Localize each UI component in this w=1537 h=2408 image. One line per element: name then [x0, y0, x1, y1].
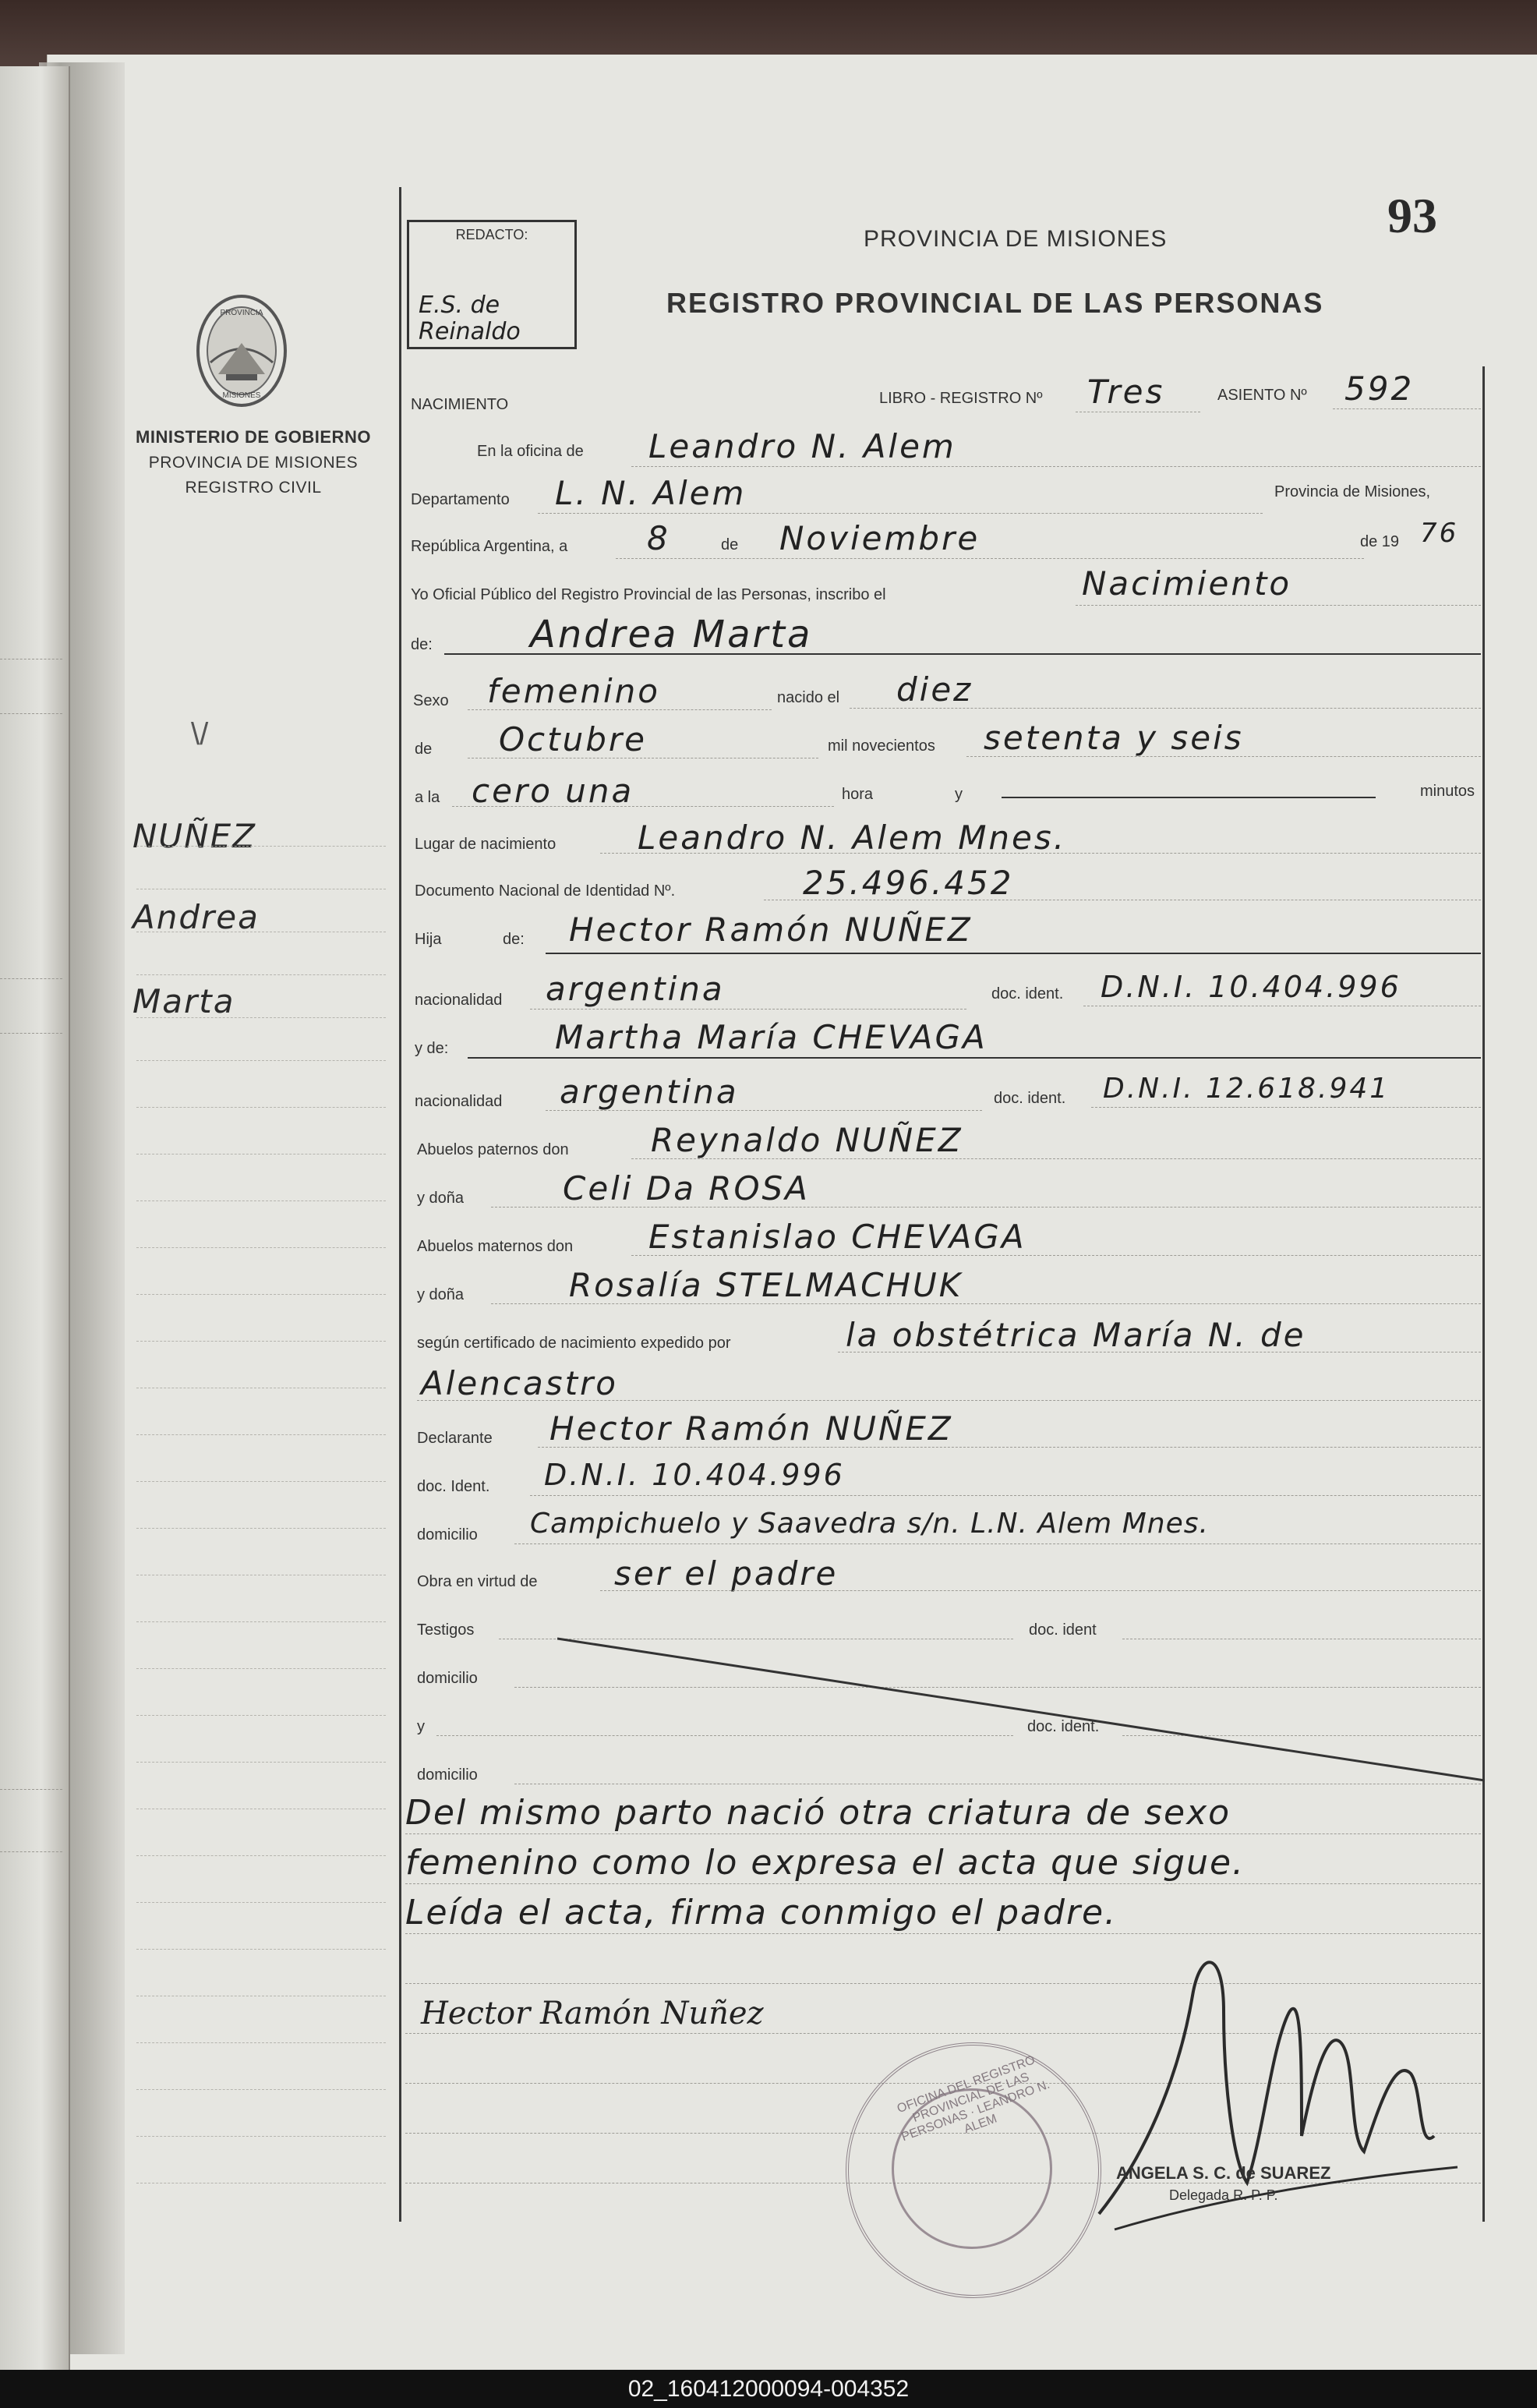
- departamento-value: L. N. Alem: [555, 474, 747, 512]
- libro-value: Tres: [1087, 373, 1165, 411]
- obra-value: ser el padre: [614, 1554, 839, 1593]
- oficina-label: En la oficina de: [477, 443, 584, 460]
- ministry-line-3: REGISTRO CIVIL: [185, 479, 322, 497]
- redacto-label: REDACTO:: [455, 227, 528, 242]
- madre-de-label: y de:: [415, 1040, 449, 1057]
- abuelo-paterno-value: Reynaldo NUÑEZ: [651, 1121, 963, 1159]
- abuela-materna-label: y doña: [417, 1286, 465, 1303]
- sexo-value: femenino: [487, 672, 660, 710]
- declarante-docident-label: doc. Ident.: [417, 1478, 490, 1495]
- note-line-3: Leída el acta, firma conmigo el padre.: [405, 1893, 1118, 1932]
- name-value: Andrea Marta: [530, 613, 813, 656]
- testigos-label: Testigos: [417, 1621, 475, 1639]
- asiento-label: ASIENTO Nº: [1217, 387, 1307, 404]
- nacido-value: diez: [896, 670, 973, 709]
- hora-label: hora: [842, 786, 874, 803]
- madre-doc-value: D.N.I. 12.618.941: [1103, 1073, 1390, 1105]
- image-id: 02_160412000094-004352: [627, 2376, 910, 2402]
- inscribo-value: Nacimiento: [1082, 564, 1292, 603]
- crest-bottom-text: MISIONES: [222, 391, 261, 400]
- testigos-cross-out-line: [557, 1635, 1485, 1784]
- certificado-value-2: Alencastro: [421, 1364, 619, 1402]
- lugar-value: Leandro N. Alem Mnes.: [638, 819, 1067, 857]
- padre-nacionalidad-label: nacionalidad: [415, 992, 503, 1009]
- departamento-label: Departamento: [411, 491, 510, 508]
- de-label: de: [721, 536, 739, 553]
- madre-docident-label: doc. ident.: [994, 1090, 1066, 1107]
- testigos-domicilio-label: domicilio: [417, 1670, 478, 1687]
- asiento-value: 592: [1344, 370, 1415, 408]
- ministry-heading: [129, 427, 378, 497]
- testigos-docident-label: doc. ident: [1029, 1621, 1097, 1639]
- abuela-paterna-value: Celi Da ROSA: [563, 1169, 810, 1208]
- dni-label: Documento Nacional de Identidad Nº.: [415, 882, 676, 900]
- province-heading: PROVINCIA DE MISIONES: [864, 226, 1168, 252]
- note-line-2: femenino como lo expresa el acta que sigue.: [405, 1843, 1246, 1883]
- month-value: Noviembre: [779, 519, 980, 557]
- abuela-paterna-label: y doña: [417, 1190, 465, 1207]
- libro-label: LIBRO - REGISTRO Nº: [879, 390, 1043, 407]
- stamp-text: OFICINA DEL REGISTRO PROVINCIAL DE LAS PERSONAS · LEANDRO N. ALEM: [895, 2053, 1052, 2145]
- oficial-label: Yo Oficial Público del Registro Provincial de las Personas, inscribo el: [411, 586, 886, 603]
- margin-second-name: Marta: [132, 982, 235, 1020]
- hora-prefix-label: a la: [415, 789, 440, 806]
- registry-stamp: [846, 2042, 1101, 2298]
- y-label: y: [955, 786, 963, 803]
- margin-surname: NUÑEZ: [132, 817, 256, 855]
- abuelo-materno-value: Estanislao CHEVAGA: [648, 1218, 1026, 1256]
- sexo-label: Sexo: [413, 692, 449, 709]
- hija-label: Hija: [415, 931, 442, 948]
- image-id-bar: [0, 2370, 1537, 2408]
- domicilio-label: domicilio: [417, 1526, 478, 1543]
- page-number: 93: [1387, 188, 1437, 243]
- year-value: 76: [1420, 518, 1459, 549]
- dni-value: 25.496.452: [803, 864, 1014, 902]
- section-label: NACIMIENTO: [411, 396, 509, 413]
- testigos-docident-label-2: doc. ident.: [1027, 1718, 1100, 1735]
- registry-heading: REGISTRO PROVINCIAL DE LAS PERSONAS: [666, 287, 1324, 319]
- hora-value: cero una: [472, 772, 634, 810]
- padre-nacionalidad-value: argentina: [546, 970, 725, 1008]
- hija-de-label: de:: [503, 931, 525, 948]
- padre-value: Hector Ramón NUÑEZ: [569, 911, 973, 949]
- ministry-line-2: PROVINCIA DE MISIONES: [148, 454, 359, 472]
- abuelos-paternos-label: Abuelos paternos don: [417, 1141, 569, 1158]
- check-mark: \/: [191, 717, 209, 751]
- margin-first-name: Andrea: [132, 898, 260, 936]
- declarante-value: Hector Ramón NUÑEZ: [549, 1409, 953, 1448]
- redacto-box: [407, 220, 577, 349]
- redacto-value: E.S. de Reinaldo: [419, 292, 521, 345]
- provincia-label: Provincia de Misiones,: [1274, 483, 1431, 500]
- obra-label: Obra en virtud de: [417, 1573, 538, 1590]
- madre-value: Martha María CHEVAGA: [555, 1018, 988, 1056]
- crest-top-text: PROVINCIA: [220, 309, 263, 317]
- declarante-label: Declarante: [417, 1430, 493, 1447]
- officer-name: ANGELA S. C. de SUAREZ: [1116, 2163, 1331, 2183]
- oficina-value: Leandro N. Alem: [648, 427, 956, 465]
- lugar-label: Lugar de nacimiento: [415, 836, 556, 853]
- certificado-label: según certificado de nacimiento expedido por: [417, 1335, 731, 1352]
- frame-right-rule: [1482, 366, 1485, 2222]
- abuelos-maternos-label: Abuelos maternos don: [417, 1238, 574, 1255]
- madre-nacionalidad-value: argentina: [560, 1073, 739, 1111]
- note-line-1: Del mismo parto nació otra criatura de sexo: [405, 1793, 1231, 1833]
- de-name-label: de:: [411, 636, 433, 653]
- provincial-crest-icon: [187, 288, 296, 413]
- day-value: 8: [647, 519, 670, 557]
- declarante-doc-value: D.N.I. 10.404.996: [544, 1458, 845, 1492]
- frame-left-rule: [399, 187, 401, 2222]
- birth-month-de-label: de: [415, 741, 433, 758]
- previous-page-edge: [0, 66, 70, 2374]
- certificado-value-1: la obstétrica María N. de: [846, 1316, 1306, 1354]
- nacido-label: nacido el: [777, 689, 840, 706]
- birth-year-value: setenta y seis: [984, 719, 1244, 757]
- ministry-line-1: MINISTERIO DE GOBIERNO: [136, 427, 371, 447]
- madre-nacionalidad-label: nacionalidad: [415, 1093, 503, 1110]
- mil-label: mil novecientos: [828, 737, 935, 755]
- minutos-label: minutos: [1420, 783, 1475, 800]
- birth-month-value: Octubre: [499, 720, 648, 758]
- father-signature: Hector Ramón Nuñez: [421, 1996, 764, 2031]
- testigos-domicilio-label-2: domicilio: [417, 1766, 478, 1784]
- year-label: de 19: [1360, 533, 1400, 550]
- abuela-materna-value: Rosalía STELMACHUK: [569, 1266, 963, 1304]
- domicilio-value: Campichuelo y Saavedra s/n. L.N. Alem Mnes.: [530, 1508, 1209, 1540]
- padre-doc-value: D.N.I. 10.404.996: [1101, 970, 1401, 1004]
- republica-label: República Argentina, a: [411, 538, 568, 555]
- padre-docident-label: doc. ident.: [991, 985, 1064, 1002]
- officer-title: Delegada R. P. P.: [1169, 2187, 1278, 2203]
- testigos-y-label: y: [417, 1718, 425, 1735]
